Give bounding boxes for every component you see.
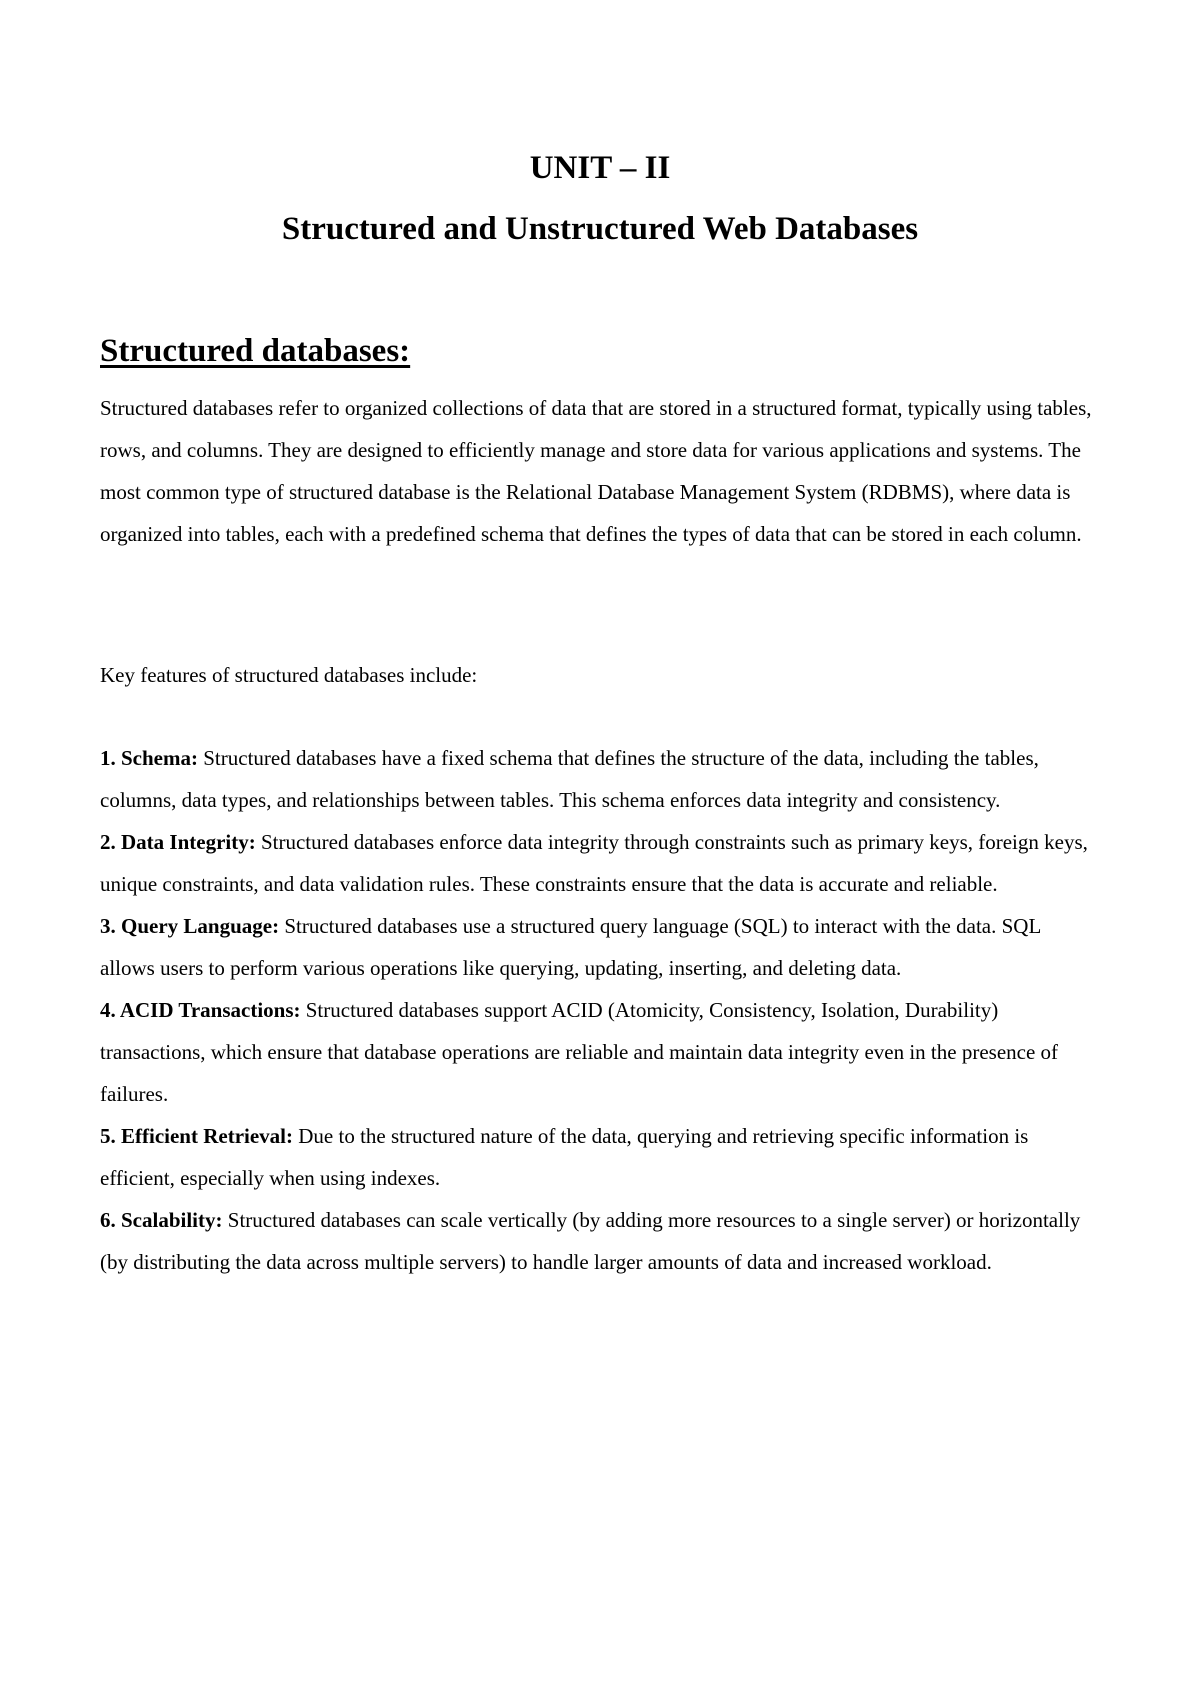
feature-term: 5. Efficient Retrieval: — [100, 1124, 294, 1148]
feature-term: 1. Schema: — [100, 746, 198, 770]
feature-item — [100, 821, 1100, 905]
feature-item — [100, 905, 1100, 989]
feature-item — [100, 1199, 1100, 1283]
feature-text: Structured databases have a fixed schema that defines the structure of the data, including the tables, columns, data types, and relationships between tables. This schema enforces data integrity and consistency. — [100, 746, 1039, 812]
document-title: Structured and Unstructured Web Databases — [281, 211, 919, 247]
feature-text: Structured databases support ACID (Atomicity, Consistency, Isolation, Durability) transactions, which ensure that database operations are reliable and maintain data integrity even in the presence of failures. — [100, 998, 1059, 1106]
feature-item — [100, 989, 1100, 1115]
feature-item — [100, 737, 1100, 821]
feature-item — [100, 1115, 1100, 1199]
feature-text: Structured databases enforce data integrity through constraints such as primary keys, foreign keys, unique constraints, and data validation rules. These constraints ensure that the data is accurate and reliable. — [100, 830, 1088, 896]
feature-text: Due to the structured nature of the data, querying and retrieving specific information is efficient, especially when using indexes. — [100, 1124, 1029, 1190]
feature-text: Structured databases use a structured query language (SQL) to interact with the data. SQL allows users to perform various operations like querying, updating, inserting, and deleting data. — [100, 914, 1041, 980]
key-features-intro: Key features of structured databases include: — [100, 663, 478, 687]
section-heading-structured-databases: Structured databases: — [100, 333, 411, 369]
unit-title: UNIT – II — [529, 150, 671, 186]
feature-list — [100, 737, 1100, 1283]
intro-paragraph: Structured databases refer to organized collections of data that are stored in a structured format, typically using tables, rows, and columns. They are designed to efficiently manage and store data for various applications and systems. The most common type of structured database is the Relational Database Management System (RDBMS), where data is organized into tables, each with a predefined schema that defines the types of data that can be stored in each column. — [100, 396, 1092, 546]
feature-text: Structured databases can scale vertically (by adding more resources to a single server) or horizontally (by distributing the data across multiple servers) to handle larger amounts of data and increased workload. — [100, 1208, 1081, 1274]
feature-term: 3. Query Language: — [100, 914, 280, 938]
feature-term: 6. Scalability: — [100, 1208, 223, 1232]
feature-term: 2. Data Integrity: — [100, 830, 256, 854]
feature-term: 4. ACID Transactions: — [100, 998, 301, 1022]
